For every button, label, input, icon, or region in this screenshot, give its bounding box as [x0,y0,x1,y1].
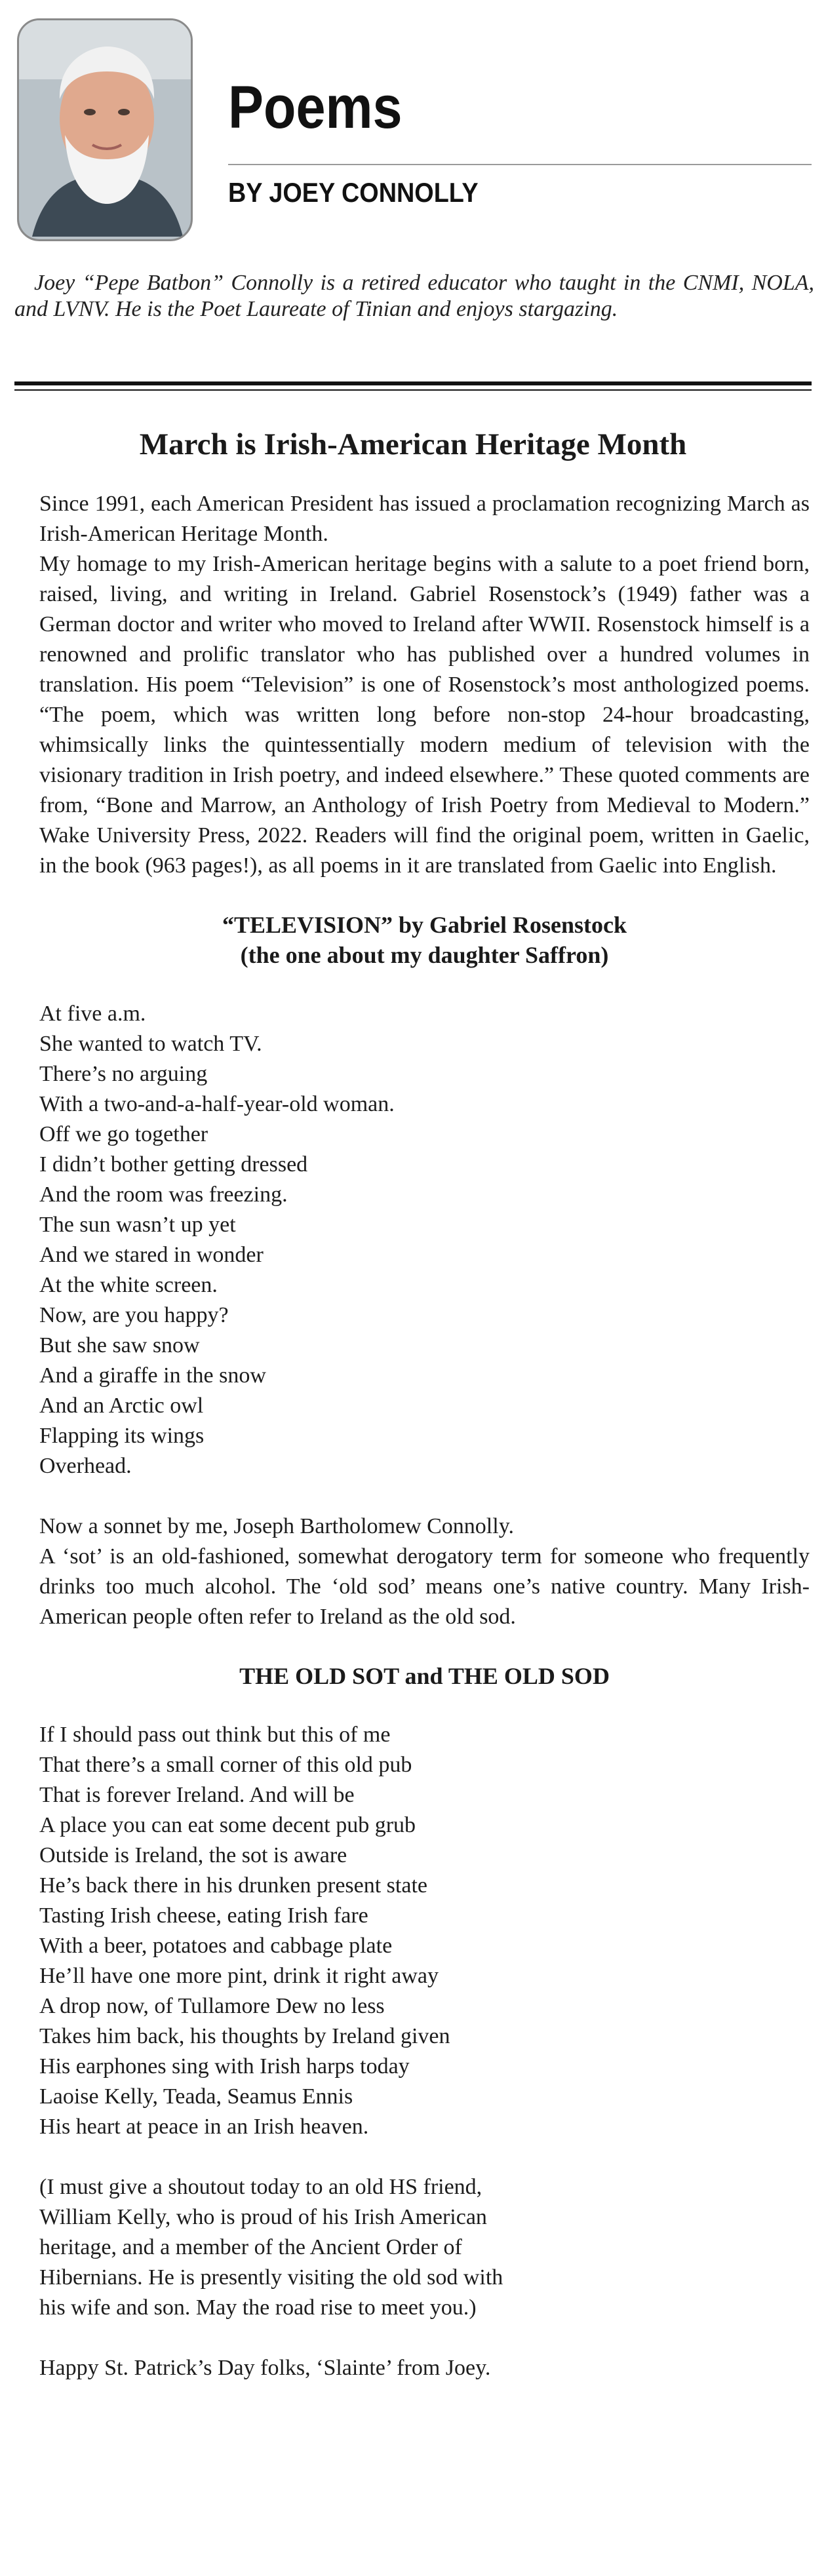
poem-line: A place you can eat some decent pub grub [39,1813,416,1837]
poem-line: His heart at peace in an Irish heaven. [39,2115,369,2139]
poem-line: With a two-and-a-half-year-old woman. [39,1092,395,1116]
author-portrait-icon [19,20,193,241]
poem2-title: THE OLD SOT and THE OLD SOD [239,1663,610,1689]
poem1-title-line: “TELEVISION” by Gabriel Rosenstock [222,912,627,938]
poem-line: Takes him back, his thoughts by Ireland given [39,2024,450,2048]
author-photo [17,18,193,241]
poem1-subtitle-line: (the one about my daughter Saffron) [240,942,609,968]
article-headline: March is Irish-American Heritage Month [139,427,687,461]
poem-line: Flapping its wings [39,1424,205,1448]
title-divider [228,164,812,165]
poem-line: He’s back there in his drunken present state [39,1873,427,1898]
poem-line: With a beer, potatoes and cabbage plate [39,1934,393,1958]
sonnet-intro-paragraph: A ‘sot’ is an old-fashioned, somewhat derogatory term for someone who frequently drinks too much alcohol. The ‘old sod’ means one’s native country. Many Irish-American people often refer to Ireland as the old sod. [39,1544,810,1629]
poem-line: At five a.m. [39,1002,146,1026]
poem-line: But she saw snow [39,1333,200,1357]
shoutout-line: William Kelly, who is proud of his Irish American [39,2205,487,2229]
poem-line: And a giraffe in the snow [39,1363,266,1388]
poem-line: A drop now, of Tullamore Dew no less [39,1994,385,2018]
poem-line: At the white screen. [39,1273,218,1297]
sonnet-intro [39,1512,810,1632]
poem-line: His earphones sing with Irish harps today [39,2054,410,2078]
poem-line: Outside is Ireland, the sot is aware [39,1843,347,1867]
shoutout [39,2172,810,2323]
shoutout-line: Hibernians. He is presently visiting the old sod with [39,2265,503,2290]
poem-line: And the room was freezing. [39,1182,288,1207]
shoutout-line: heritage, and a member of the Ancient Order of [39,2235,462,2259]
poem-line: And we stared in wonder [39,1243,264,1267]
poem1-body [39,999,810,1481]
poem-line: And an Arctic owl [39,1394,204,1418]
byline: BY JOEY CONNOLLY [228,177,479,208]
poem2-body [39,1720,810,2142]
poem1-title [39,910,810,970]
intro-paragraph: My homage to my Irish-American heritage begins with a salute to a poet friend born, raised, living, and writing in Ireland. Gabriel Rosenstock’s (1949) father was a German doctor and writer who moved to Ireland after WWII. Rosenstock himself is a renowned and prolific translator who has published over a hundred volumes in translation. His poem “Television” is one of Rosenstock’s most anthologized poems. “The poem, which was written long before non-stop 24-hour broadcasting, whimsically links the quintessentially modern medium of television with the visionary tradition in Irish poetry, and indeed elsewhere.” These quoted comments are from, “Bone and Marrow, an Anthology of Irish Poetry from Medieval to Modern.” Wake University Press, 2022. Readers will find the original poem, written in Gaelic, in the book (963 pages!), as all poems in it are translated from Gaelic into English. [39,552,810,878]
author-bio: Joey “Pepe Batbon” Connolly is a retired educator who taught in the CNMI, NOLA, and LVNV. He is the Poet Laureate of Tinian and enjoys stargazing. [14,271,814,321]
poem-line: She wanted to watch TV. [39,1032,262,1056]
sonnet-intro-line: Now a sonnet by me, Joseph Bartholomew Connolly. [39,1514,514,1538]
section-divider-thick [14,381,812,385]
poem-line: That is forever Ireland. And will be [39,1783,355,1807]
poem-line: The sun wasn’t up yet [39,1213,236,1237]
poem-line: Overhead. [39,1454,132,1478]
intro-paragraph: Since 1991, each American President has issued a proclamation recognizing March as Irish-American Heritage Month. [39,492,810,546]
poem-line: If I should pass out think but this of me [39,1723,391,1747]
poem-line: There’s no arguing [39,1062,208,1086]
column-title: Poems [228,74,403,141]
poem-line: That there’s a small corner of this old pub [39,1753,412,1777]
section-divider-thin [14,389,812,391]
poem-line: Off we go together [39,1122,208,1146]
signoff: Happy St. Patrick’s Day folks, ‘Slainte’ from Joey. [39,2356,491,2380]
poem-line: Laoise Kelly, Teada, Seamus Ennis [39,2084,353,2109]
column-header [0,0,826,249]
article [39,426,810,2383]
poem-line: Tasting Irish cheese, eating Irish fare [39,1903,368,1928]
poem-line: He’ll have one more pint, drink it right away [39,1964,439,1988]
poem-line: Now, are you happy? [39,1303,229,1327]
shoutout-line: his wife and son. May the road rise to meet you.) [39,2295,477,2320]
article-intro [39,489,810,881]
poem-line: I didn’t bother getting dressed [39,1152,308,1177]
shoutout-line: (I must give a shoutout today to an old HS friend, [39,2175,482,2199]
